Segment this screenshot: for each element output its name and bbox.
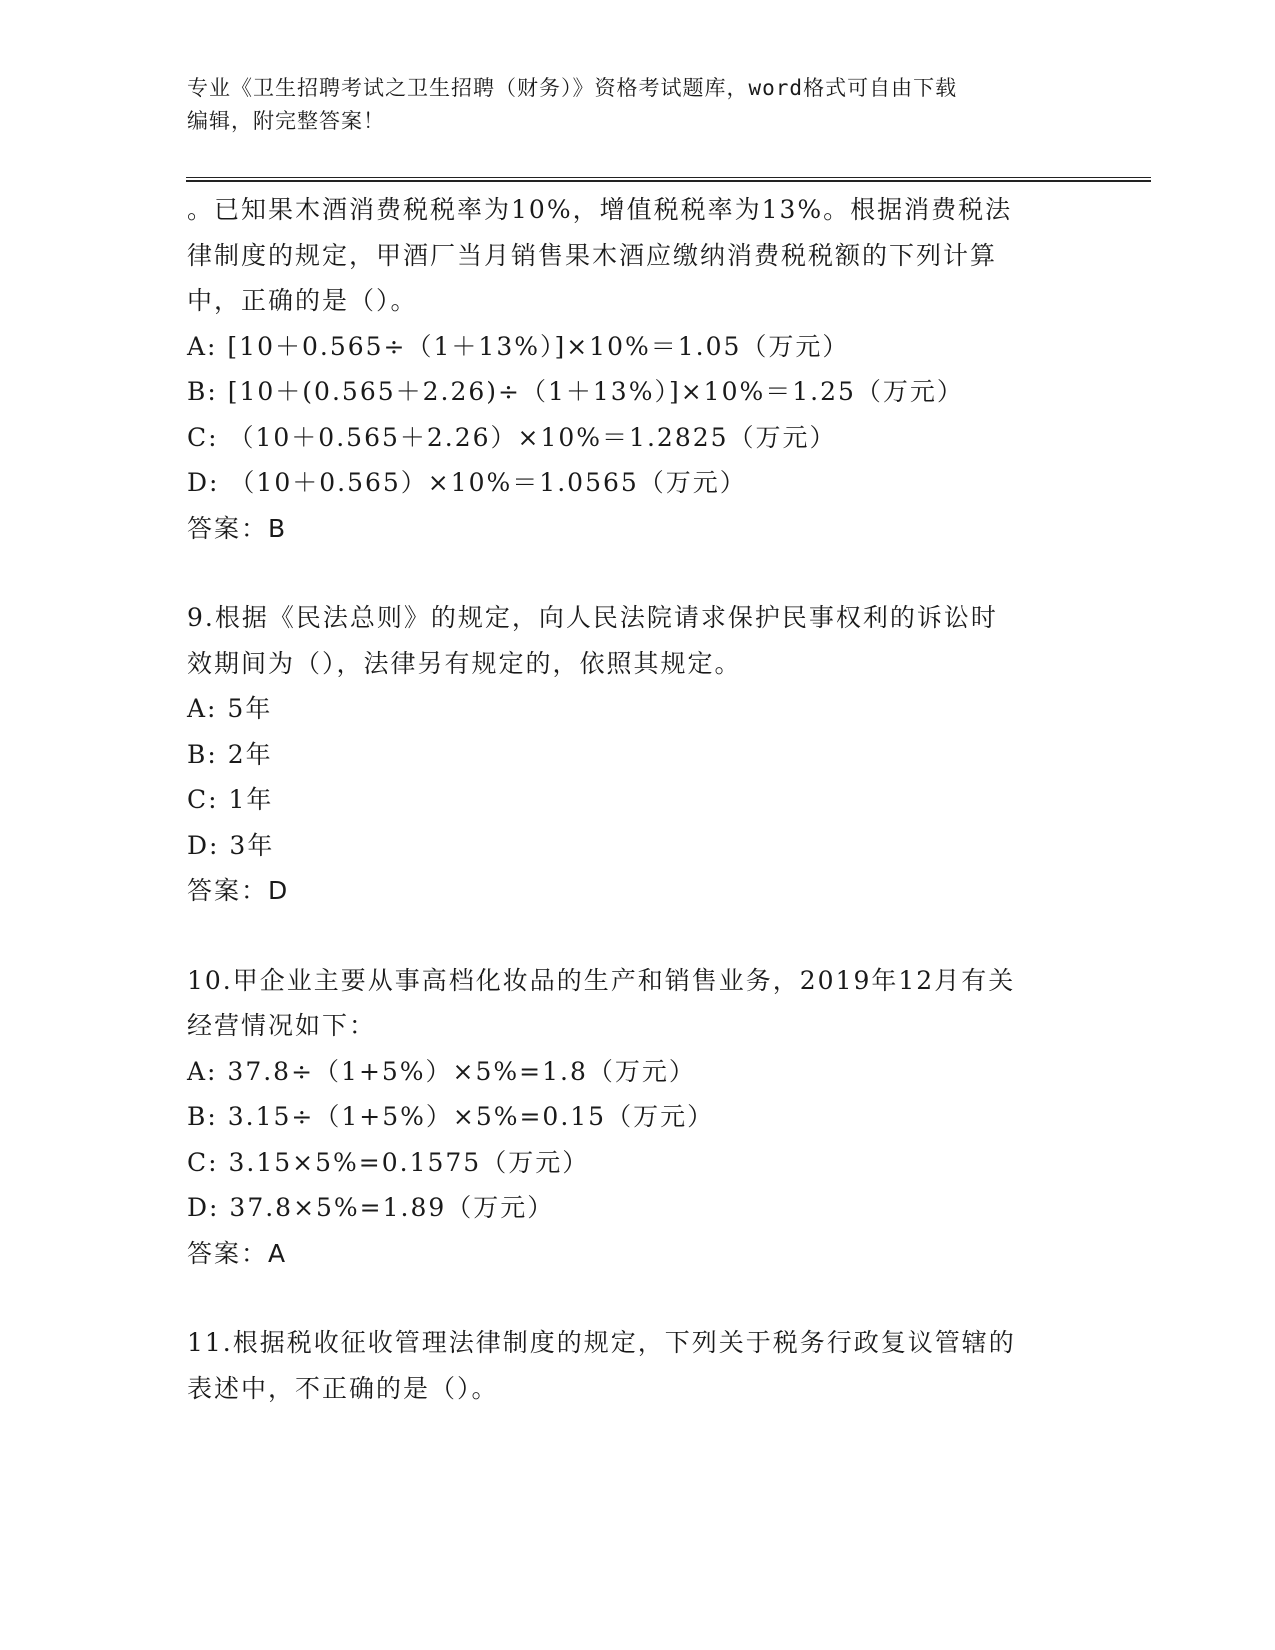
option-a: A: [10＋0.565÷（1＋13%）]×10%＝1.05（万元） [187,331,850,361]
answer-label: 答案：A [187,1238,288,1268]
option-b: B: [10＋(0.565＋2.26)÷（1＋13%）]×10%＝1.25（万元） [187,377,964,406]
question-item [187,187,1087,551]
option-c: C: 3.15×5%=0.1575（万元） [187,1147,590,1177]
question-stem-line: 9.根据《民法总则》的规定，向人民法院请求保护民事权利的诉讼时 [187,603,998,632]
question-stem-line: 11.根据税收征收管理法律制度的规定，下列关于税务行政复议管辖的 [187,1328,1016,1357]
option-d: D: （10＋0.565）×10%＝1.0565（万元） [187,468,747,497]
question-spacer [187,1276,1087,1320]
option-c: C: 1年 [187,785,274,814]
question-item [187,595,1087,914]
option-a: A: 5年 [187,694,273,723]
question-item [187,958,1087,1277]
header-line-1: 专业《卫生招聘考试之卫生招聘（财务）》资格考试题库，word格式可自由下载 [187,76,958,100]
question-stem-line: 。已知果木酒消费税税率为10%，增值税税率为13%。根据消费税法 [187,195,1013,224]
answer-label: 答案：B [187,513,288,543]
question-stem-line: 中，正确的是（）。 [187,286,418,315]
question-stem-line: 10.甲企业主要从事高档化妆品的生产和销售业务，2019年12月有关 [187,965,1016,995]
question-stem-line: 经营情况如下： [187,1011,377,1040]
question-item [187,1320,1087,1411]
question-list [187,187,1087,1411]
header-divider [186,177,1151,182]
question-stem-line: 律制度的规定，甲酒厂当月销售果木酒应缴纳消费税税额的下列计算 [187,240,998,270]
option-b: B: 3.15÷（1+5%）×5%=0.15（万元） [187,1102,715,1131]
answer-label: 答案：D [187,876,290,905]
question-spacer [187,551,1087,595]
option-b: B: 2年 [187,739,273,769]
header-line-2: 编辑，附完整答案！ [187,109,385,133]
question-spacer [187,914,1087,958]
question-stem-line: 效期间为（），法律另有规定的，依照其规定。 [187,648,742,678]
option-c: C: （10＋0.565＋2.26）×10%＝1.2825（万元） [187,422,837,452]
option-a: A: 37.8÷（1+5%）×5%=1.8（万元） [187,1056,696,1086]
document-header [187,72,1087,138]
option-d: D: 3年 [187,830,275,860]
option-d: D: 37.8×5%=1.89（万元） [187,1193,555,1222]
question-stem-line: 表述中，不正确的是（）。 [187,1373,499,1403]
